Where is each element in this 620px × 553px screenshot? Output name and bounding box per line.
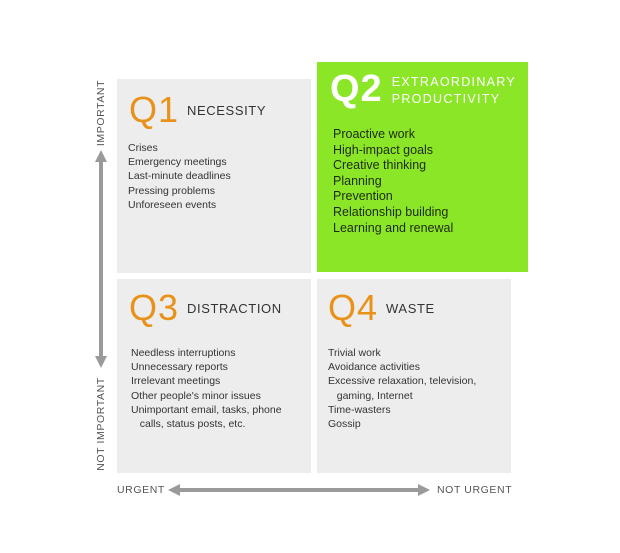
list-item: Avoidance activities [328,361,421,374]
list-item: Planning [333,173,382,188]
quadrant-list [333,127,453,236]
quadrant-title-line: EXTRAORDINARY [391,75,517,89]
list-item: Relationship building [333,204,449,219]
list-item: Unimportant email, tasks, phone [131,403,282,416]
quadrant-q4 [317,279,511,473]
list-item: Learning and renewal [333,220,454,235]
quadrant-title [392,74,516,108]
axis-label-not-urgent: NOT URGENT [437,484,513,496]
axis-label-important: IMPORTANT [95,79,107,147]
list-item: Trivial work [328,347,381,359]
list-item: Emergency meetings [128,156,227,169]
quadrant-header [328,287,435,328]
list-item: Proactive work [333,127,415,141]
quadrant-number: Q2 [330,68,383,110]
arrow-down-icon [95,356,107,368]
quadrant-list [128,141,231,212]
list-item: Prevention [333,189,393,204]
list-item: Unnecessary reports [131,361,228,374]
quadrant-title: DISTRACTION [187,300,282,316]
list-item: Gossip [328,418,361,431]
quadrant-q2 [317,62,528,272]
quadrant-header [129,287,282,328]
horizontal-axis-line [178,488,420,492]
quadrant-number: Q4 [328,287,379,328]
quadrant-header [330,70,516,108]
list-item: Last-minute deadlines [128,170,231,183]
arrow-left-icon [168,484,180,496]
quadrant-list [328,346,476,431]
quadrant-list [131,346,282,431]
arrow-right-icon [418,484,430,496]
list-item: gaming, Internet [328,389,413,402]
list-item: Pressing problems [128,184,215,197]
quadrant-title-line: PRODUCTIVITY [391,92,501,106]
quadrant-q3 [117,279,311,473]
list-item: calls, status posts, etc. [131,418,246,431]
list-item: Needless interruptions [131,347,236,359]
arrow-up-icon [95,150,107,162]
quadrant-q1 [117,79,311,273]
list-item: Irrelevant meetings [131,375,221,388]
axis-label-urgent: URGENT [117,484,165,496]
vertical-axis-line [99,160,103,358]
list-item: Excessive relaxation, television, [328,375,477,388]
quadrant-title: WASTE [386,300,435,316]
list-item: Time-wasters [328,403,391,416]
quadrant-number: Q1 [129,89,180,130]
quadrant-title: NECESSITY [187,102,267,118]
quadrant-number: Q3 [129,287,180,328]
list-item: Creative thinking [333,158,427,173]
quadrant-header [129,89,267,130]
list-item: Other people's minor issues [131,389,261,402]
list-item: High-impact goals [333,142,434,157]
axis-label-not-important: NOT IMPORTANT [95,377,107,471]
list-item: Unforeseen events [128,198,217,211]
list-item: Crises [128,142,158,154]
